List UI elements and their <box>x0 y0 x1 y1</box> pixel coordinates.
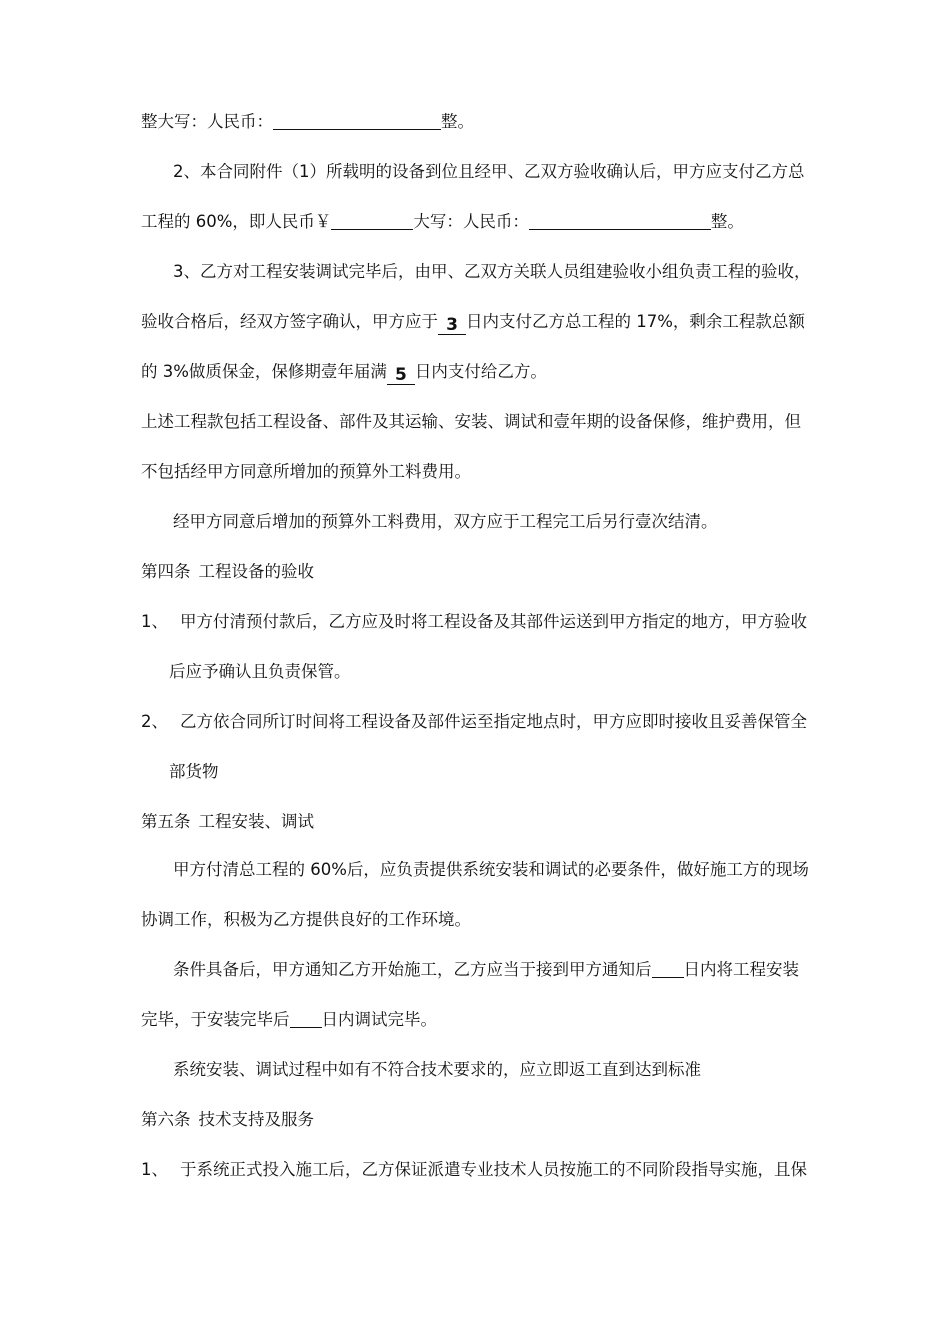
clause-3-line-3: 的 3%做质保金，保修期壹年届满 5 日内支付给乙方。 <box>141 362 547 385</box>
days-filled-blank: 5 <box>387 366 415 385</box>
article-4-item-1-line-2: 后应予确认且负责保管。 <box>169 662 351 681</box>
days-blank <box>290 1009 322 1028</box>
clause-2-line-2: 工程的 60%，即人民币￥ 大写：人民币： 整。 <box>141 212 744 231</box>
article-4-item-2-line-2: 部货物 <box>169 762 219 781</box>
article-5-para-1-line-2: 协调工作，积极为乙方提供良好的工作环境。 <box>141 910 471 929</box>
paragraph-scope-line-1: 上述工程款包括工程设备、部件及其运输、安装、调试和壹年期的设备保修，维护费用，但 <box>141 412 801 431</box>
clause-3-line-2: 验收合格后，经双方签字确认，甲方应于 3 日内支付乙方总工程的 17%，剩余工程款总额 <box>141 312 805 335</box>
amount-words-blank <box>529 211 711 230</box>
article-6-item-1-line-1: 1、 于系统正式投入施工后，乙方保证派遣专业技术人员按施工的不同阶段指导实施，且保 <box>141 1160 807 1179</box>
days-blank <box>652 959 684 978</box>
days-filled-blank: 3 <box>438 316 466 335</box>
article-5-para-2-line-1: 条件具备后，甲方通知乙方开始施工，乙方应当于接到甲方通知后 日内将工程安装 <box>173 960 799 979</box>
article-5-para-2-line-2: 完毕，于安装完毕后 日内调试完毕。 <box>141 1010 437 1029</box>
article-6-heading: 第六条 技术支持及服务 <box>141 1110 314 1129</box>
article-5-para-1-line-1: 甲方付清总工程的 60%后，应负责提供系统安装和调试的必要条件，做好施工方的现场 <box>173 860 809 879</box>
article-5-para-3: 系统安装、调试过程中如有不符合技术要求的，应立即返工直到达到标准 <box>173 1060 701 1079</box>
article-4-item-1-line-1: 1、 甲方付清预付款后，乙方应及时将工程设备及其部件运送到甲方指定的地方，甲方验收 <box>141 612 807 631</box>
paragraph-payment-amount: 整大写：人民币： 整。 <box>141 112 474 131</box>
paragraph-scope-line-2: 不包括经甲方同意所增加的预算外工料费用。 <box>141 462 471 481</box>
clause-3-line-1: 3、乙方对工程安装调试完毕后，由甲、乙双方关联人员组建验收小组负责工程的验收， <box>173 262 811 281</box>
article-4-heading: 第四条 工程设备的验收 <box>141 562 314 581</box>
article-4-item-2-line-1: 2、 乙方依合同所订时间将工程设备及部件运至指定地点时，甲方应即时接收且妥善保管全 <box>141 712 807 731</box>
amount-words-blank <box>273 111 441 130</box>
clause-2-line-1: 2、本合同附件（1）所载明的设备到位且经甲、乙双方验收确认后，甲方应支付乙方总 <box>173 162 805 181</box>
article-5-heading: 第五条 工程安装、调试 <box>141 812 314 831</box>
amount-figure-blank <box>331 211 413 230</box>
paragraph-settlement: 经甲方同意后增加的预算外工料费用，双方应于工程完工后另行壹次结清。 <box>173 512 718 531</box>
